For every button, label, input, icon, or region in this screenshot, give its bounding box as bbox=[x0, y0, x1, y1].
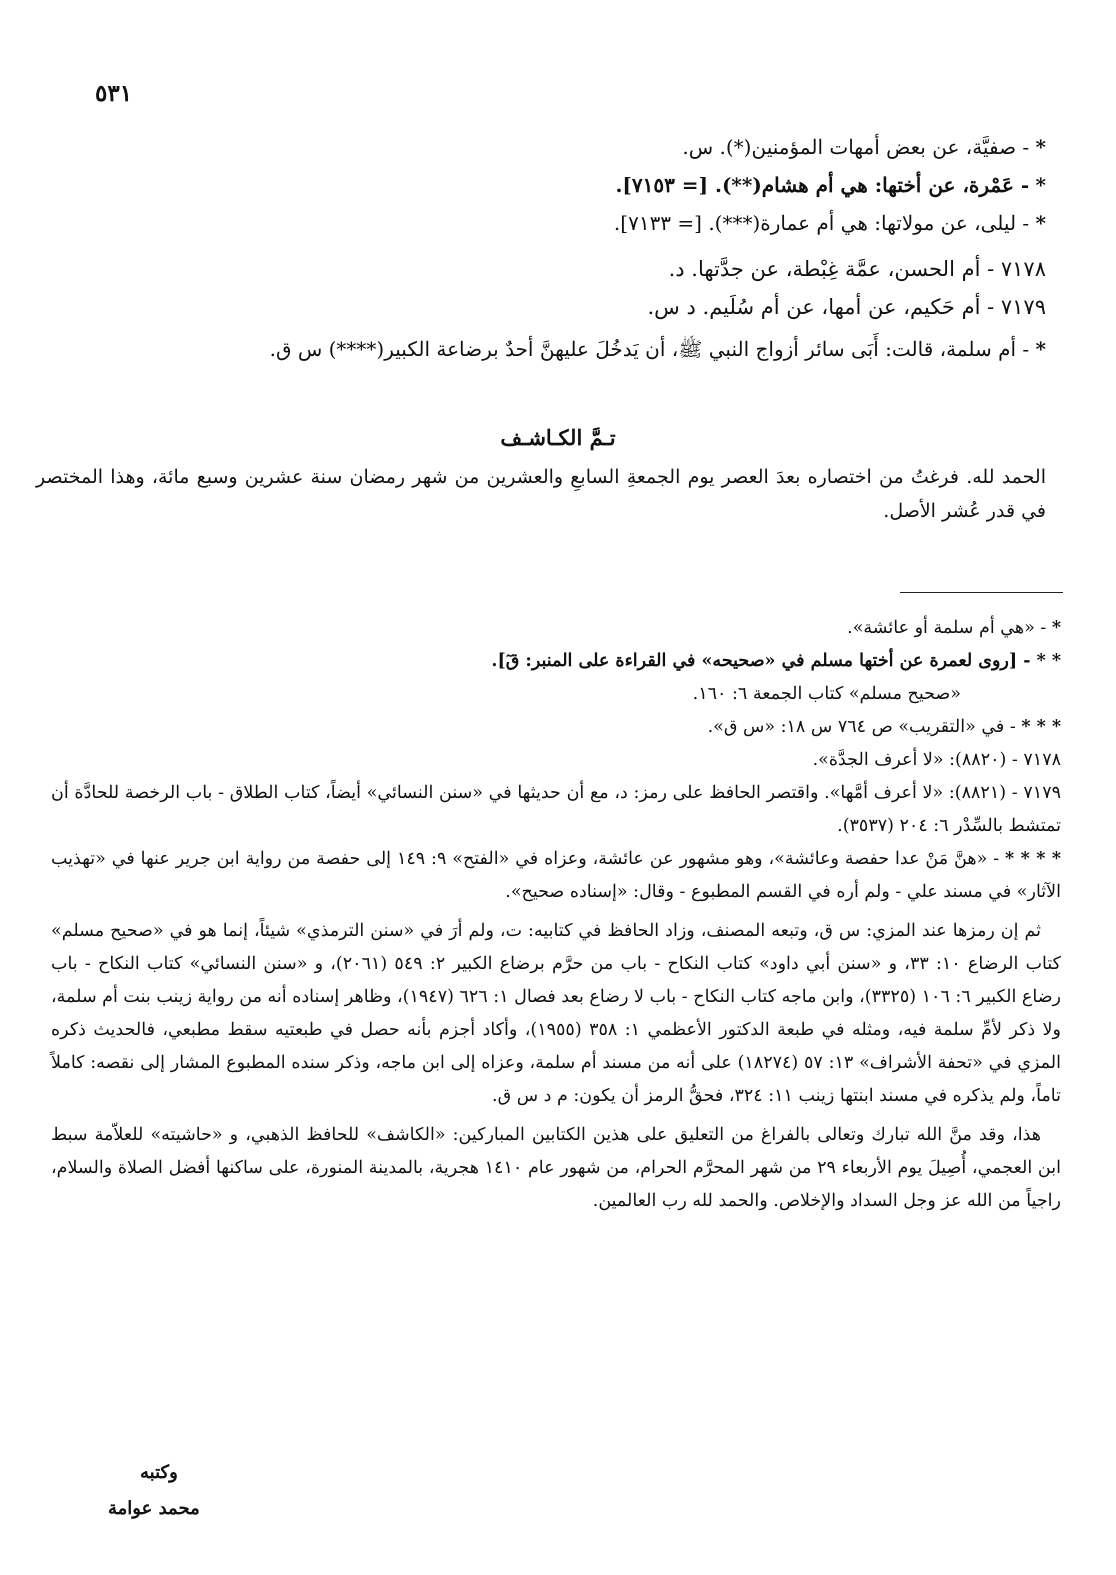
entry-amra bbox=[66, 166, 1046, 204]
footnote-marker: * * * * bbox=[1005, 849, 1061, 869]
entry-safiyya bbox=[66, 128, 1046, 166]
footnote-marker: * * * bbox=[1021, 717, 1061, 737]
footnote-7179 bbox=[51, 777, 1061, 843]
entry-marker: * bbox=[1035, 211, 1046, 235]
closing-paragraph: الحمد لله. فرغتُ من اختصاره بعدَ العصر يوم الجمعةِ السابعِ والعشرين من شهر رمضان سنة عشرين وسبع مائة، وهذا المختصر في قدر عُشر الأصل. bbox=[36, 466, 1046, 522]
entry-text: - ليلى، عن مولاتها: هي أم عمارة(***). [= ٧١٣٣]. bbox=[613, 211, 1030, 235]
footnote-number: ٧١٧٨ bbox=[1023, 750, 1061, 770]
entry-text: - أم حَكيم، عن أمها، عن أم سُلَيم. د س. bbox=[647, 295, 995, 319]
entry-layla bbox=[66, 204, 1046, 242]
footnote-2-reference bbox=[51, 678, 1061, 711]
footnote-text: - في «التقريب» ص ٧٦٤ س ١٨: «س ق». bbox=[707, 717, 1016, 737]
entry-7178 bbox=[66, 250, 1046, 288]
footnote-marker: * bbox=[1051, 618, 1061, 638]
footnote-marker: * * bbox=[1036, 651, 1061, 671]
footnote-3 bbox=[51, 711, 1061, 744]
footnote-4 bbox=[51, 843, 1061, 909]
footnotes bbox=[51, 612, 1061, 1218]
entry-marker: * bbox=[1035, 135, 1046, 159]
footnote-7178 bbox=[51, 744, 1061, 777]
footnote-text: «صحيح مسلم» كتاب الجمعة ٦: ١٦٠. bbox=[692, 684, 961, 704]
signature-label: وكتبه bbox=[140, 1462, 178, 1483]
notes-paragraph-1: ثم إن رمزها عند المزي: س ق، وتبعه المصنف، وزاد الحافظ في كتابيه: ت، ولم أرَ في «سنن الترمذي» شيئاً، إنما هو في «صحيح مسلم» كتاب الرضاع ١٠: ٣٣، و «سنن أبي داود» كتاب النكاح - باب من حرَّم برضاع الكبير ٢: ٥٤٩ (٢٠٦١)، و «سنن النسائي» كتاب النكاح - باب رضاع الكبير ٦: ١٠٦ (٣٣٢٥)، وابن ماجه كتاب النكاح - باب لا رضاع بعد فصال ١: ٦٢٦ (١٩٤٧)، وظاهر إسناده أنه من رواية زينب بنت أم سلمة، ولا ذكر لأمِّ سلمة فيه، ومثله في طبعة الدكتور الأعظمي ١: ٣٥٨ (١٩٥٥)، وأكاد أجزم بأنه حصل في طبعتيه سقط مطبعي، فالحديث ذكره المزي في «تحفة الأشراف» ١٣: ٥٧ (١٨٢٧٤) على أنه من مسند أم سلمة، وعزاه إلى ابن ماجه، وذكر سنده المطبوع المشار إلى نقصه: كاملاً تاماً، ولم يذكره في مسند ابنتها زينب ١١: ٣٢٤، فحقُّ الرمز أن يكون: م د س ق. bbox=[51, 921, 1062, 1106]
entry-text: - صفيَّة، عن بعض أمهات المؤمنين(*). س. bbox=[682, 135, 1030, 159]
signature-name: محمد عوامة bbox=[108, 1498, 200, 1519]
footnote-separator bbox=[900, 592, 1063, 593]
section-title: تـمَّ الكـاشـف bbox=[500, 425, 616, 450]
entries-list bbox=[66, 128, 1046, 368]
entry-number: ٧١٧٨ bbox=[1000, 257, 1046, 281]
entry-umm-salama bbox=[66, 330, 1046, 368]
entry-text: - عَمْرة، عن أختها: هي أم هشام(**). [= ٧١٥٣]. bbox=[615, 173, 1030, 197]
footnote-number: ٧١٧٩ bbox=[1023, 783, 1061, 803]
footnote-text: - (٨٨٢١): «لا أعرف أمَّها». واقتصر الحافظ على رمز: د، مع أن حديثها في «سنن النسائي» أيضاً، كتاب الطلاق - باب الرخصة للحادَّة أن تمتشط بالسِّدْر ٦: ٢٠٤ (٣٥٣٧). bbox=[51, 783, 1061, 836]
page-number: ٥٣١ bbox=[95, 80, 133, 107]
footnote-text: - (٨٨٢٠): «لا أعرف الجدَّة». bbox=[812, 750, 1018, 770]
notes-paragraph-2: هذا، وقد منَّ الله تبارك وتعالى بالفراغ من التعليق على هذين الكتابين المباركين: «الكاشف» للحافظ الذهبي، و «حاشيته» للعلاّمة سبط ابن العجمي، أُصِيلَ يوم الأربعاء ٢٩ من شهر المحرَّم الحرام، من شهور عام ١٤١٠ هجرية، بالمدينة المنورة، على ساكنها أفضل الصلاة والسلام، راجياً من الله عز وجل السداد والإخلاص. والحمد لله رب العالمين. bbox=[51, 1125, 1061, 1211]
entry-marker: * bbox=[1035, 173, 1046, 197]
footnote-2 bbox=[51, 645, 1061, 678]
entry-number: ٧١٧٩ bbox=[1000, 295, 1046, 319]
footnote-text: - «هي أم سلمة أو عائشة». bbox=[847, 618, 1047, 638]
entry-text: - أم الحسن، عمَّة غِبْطة، عن جدَّتها. د. bbox=[668, 257, 995, 281]
entry-marker: * bbox=[1035, 337, 1046, 361]
footnote-text: - [روى لعمرة عن أختها مسلم في «صحيحه» في القراءة على المنبر: قٓ]. bbox=[491, 651, 1031, 671]
footnote-1 bbox=[51, 612, 1061, 645]
footnote-text: - «هنَّ مَنْ عدا حفصة وعائشة»، وهو مشهور عن عائشة، وعزاه في «الفتح» ٩: ١٤٩ إلى حفصة من رواية ابن جرير عنها في «تهذيب الآثار» في مسند علي - ولم أره في القسم المطبوع - وقال: «إسناده صحيح». bbox=[51, 849, 1061, 902]
entry-7179 bbox=[66, 288, 1046, 326]
entry-text: - أم سلمة، قالت: أَبَى سائر أزواج النبي ﷺ، أن يَدخُلَ عليهنَّ أحدٌ برضاعة الكبير(****) س ق. bbox=[269, 337, 1030, 361]
